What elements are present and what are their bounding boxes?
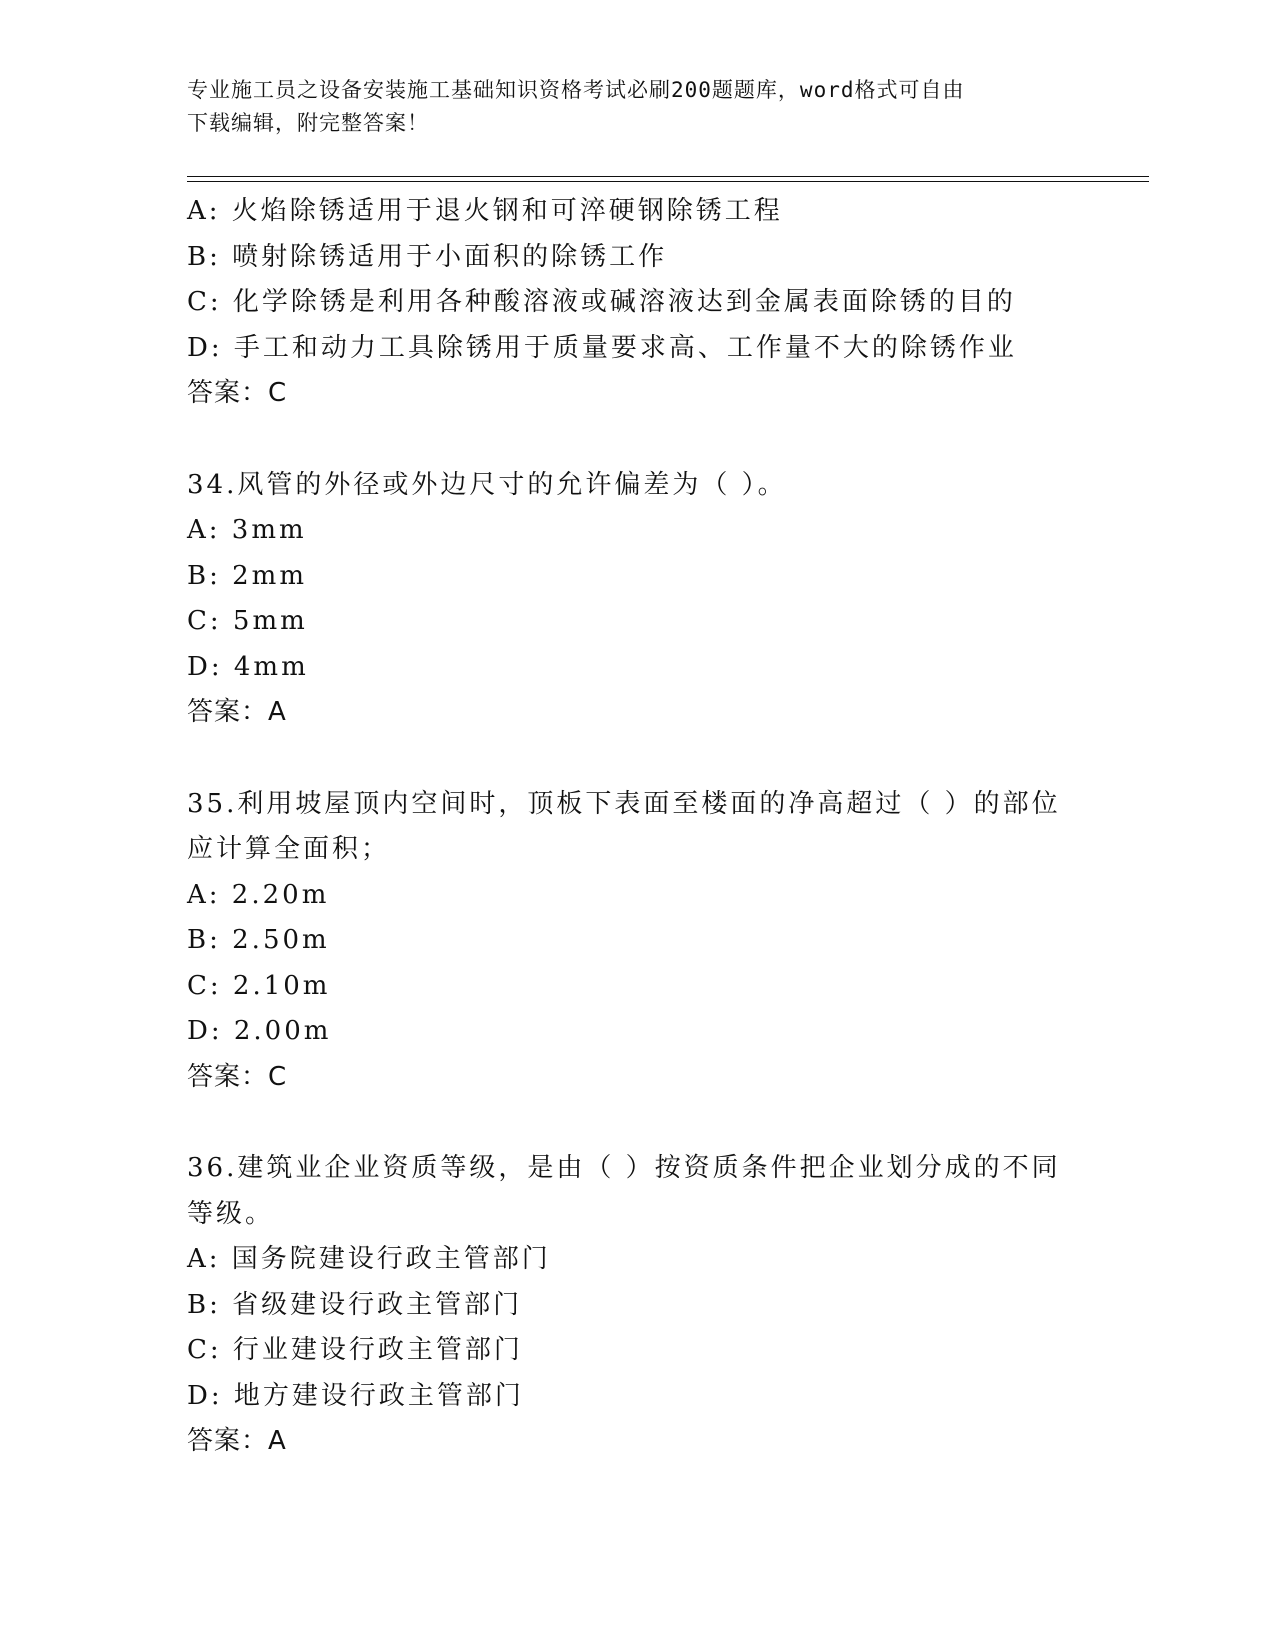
header-divider-top [187, 176, 1149, 177]
question-stem: 35.利用坡屋顶内空间时，顶板下表面至楼面的净高超过（ ）的部位 [187, 788, 1061, 819]
option-c: C: 2.10m [187, 970, 331, 1001]
spacer [187, 736, 1087, 782]
document-header [187, 74, 1067, 140]
question-list [187, 189, 1087, 1465]
option-a: A: 火焰除锈适用于退火钢和可淬硬钢除锈工程 [187, 196, 783, 226]
option-c: C: 化学除锈是利用各种酸溶液或碱溶液达到金属表面除锈的目的 [187, 287, 1016, 317]
question-block-35 [187, 782, 1087, 1101]
option-d: D: 地方建设行政主管部门 [187, 1380, 524, 1411]
question-stem: 34.风管的外径或外边尺寸的允许偏差为（ ）。 [187, 469, 787, 500]
question-block-34 [187, 463, 1087, 736]
header-divider-bottom [187, 181, 1149, 182]
question-stem: 36.建筑业企业资质等级，是由（ ）按资质条件把企业划分成的不同 [187, 1153, 1061, 1183]
option-b: B: 省级建设行政主管部门 [187, 1289, 523, 1320]
option-d: D: 手工和动力工具除锈用于质量要求高、工作量不大的除锈作业 [187, 332, 1017, 363]
header-line-1: 专业施工员之设备安装施工基础知识资格考试必刷200题题库，word格式可自由 [187, 78, 965, 102]
answer-line: 答案：A [187, 1426, 287, 1456]
option-a: A: 国务院建设行政主管部门 [187, 1244, 551, 1274]
question-block-36 [187, 1146, 1087, 1465]
option-b: B: 喷射除锈适用于小面积的除锈工作 [187, 241, 668, 272]
option-d: D: 2.00m [187, 1016, 332, 1046]
answer-line: 答案：C [187, 378, 288, 408]
option-c: C: 5mm [187, 606, 308, 636]
option-a: A: 2.20m [187, 879, 330, 910]
answer-line: 答案：C [187, 1061, 288, 1092]
question-stem-continued: 等级。 [187, 1198, 275, 1229]
option-a: A: 3mm [187, 515, 307, 545]
option-c: C: 行业建设行政主管部门 [187, 1335, 523, 1365]
option-d: D: 4mm [187, 651, 309, 682]
spacer [187, 1100, 1087, 1146]
answer-line: 答案：A [187, 697, 287, 727]
question-stem-continued: 应计算全面积； [187, 834, 391, 864]
question-block-33 [187, 189, 1087, 417]
spacer [187, 417, 1087, 463]
header-line-2: 下载编辑，附完整答案！ [187, 111, 429, 135]
option-b: B: 2mm [187, 560, 307, 591]
option-b: B: 2.50m [187, 925, 330, 955]
